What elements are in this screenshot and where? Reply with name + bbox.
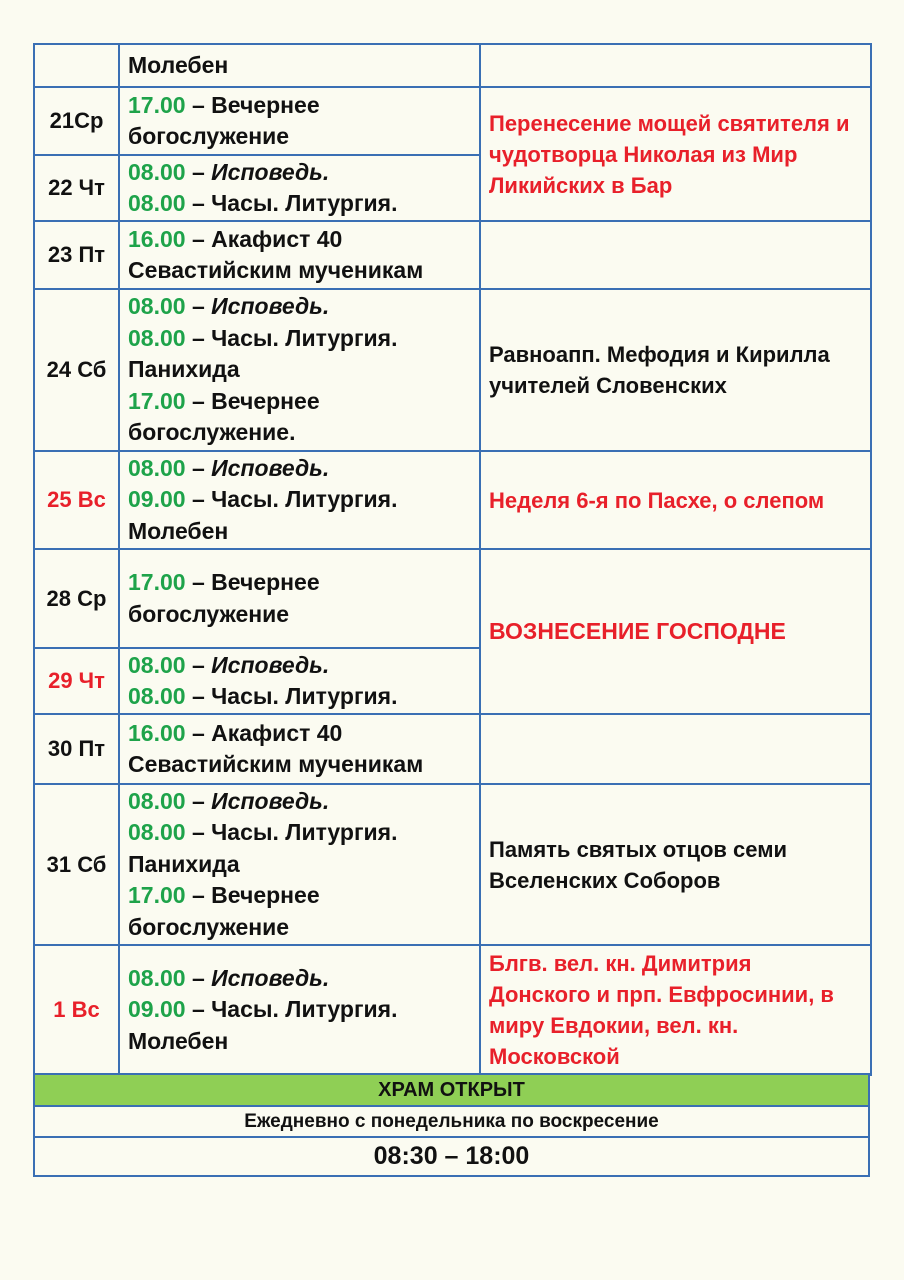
service-line: 16.00 – Акафист 40 (128, 719, 343, 746)
service-line: 08.00 – Исповедь. (128, 293, 330, 320)
day-cell: 1 Вс (34, 945, 119, 1075)
feast-cell (480, 44, 871, 87)
feast-cell: Неделя 6-я по Пасхе, о слепом (480, 451, 871, 549)
feast-cell: Перенесение мощей святителя и чудотворца Николая из Мир Ликийских в Бар (480, 87, 871, 221)
service-line: Молебен (128, 51, 229, 78)
service-line: 08.00 – Исповедь. (128, 651, 330, 678)
service-line: 09.00 – Часы. Литургия. (128, 996, 398, 1023)
service-line: 08.00 – Часы. Литургия. (128, 324, 398, 351)
day-cell: 25 Вс (34, 451, 119, 549)
temple-open-banner (33, 1073, 870, 1107)
services-cell (119, 784, 480, 945)
services-cell (119, 714, 480, 784)
services-cell (119, 155, 480, 221)
feast-cell (480, 221, 871, 289)
schedule-table (33, 43, 872, 1076)
services-cell (119, 945, 480, 1075)
service-line: 08.00 – Исповедь. (128, 787, 330, 814)
services-cell (119, 87, 480, 155)
services-cell (119, 289, 480, 451)
feast-cell (480, 714, 871, 784)
table-row (34, 784, 871, 945)
service-line: Севастийским мученикам (128, 257, 424, 283)
day-cell: 24 Сб (34, 289, 119, 451)
table-row (34, 714, 871, 784)
day-cell: 23 Пт (34, 221, 119, 289)
day-cell: 31 Сб (34, 784, 119, 945)
table-row (34, 549, 871, 648)
services-cell (119, 549, 480, 648)
table-row (34, 289, 871, 451)
services-cell (119, 221, 480, 289)
open-days-label: Ежедневно с понедельника по воскресение (34, 1106, 869, 1137)
day-cell: 30 Пт (34, 714, 119, 784)
service-line: богослужение. (128, 419, 296, 446)
service-line: 08.00 – Исповедь. (128, 158, 330, 185)
table-row (34, 451, 871, 549)
services-cell (119, 451, 480, 549)
table-row (34, 945, 871, 1075)
service-line: 17.00 – Вечернее (128, 882, 320, 909)
feast-cell: Равноапп. Мефодия и Кирилла учителей Словенских (480, 289, 871, 451)
service-line: богослужение (128, 913, 290, 940)
service-line: Панихида (128, 850, 240, 877)
service-line: Панихида (128, 356, 240, 383)
day-cell: 22 Чт (34, 155, 119, 221)
day-cell: 29 Чт (34, 648, 119, 714)
service-line: Севастийским мученикам (128, 751, 424, 777)
service-line: 08.00 – Исповедь. (128, 454, 330, 481)
day-cell: 21Ср (34, 87, 119, 155)
service-line: 08.00 – Часы. Литургия. (128, 683, 398, 709)
service-line: 08.00 – Часы. Литургия. (128, 819, 398, 846)
service-line: 08.00 – Часы. Литургия. (128, 190, 398, 216)
table-row (34, 87, 871, 155)
temple-open-label: ХРАМ ОТКРЫТ (34, 1074, 869, 1106)
service-line: 17.00 – Вечернее (128, 569, 320, 595)
service-line: богослужение (128, 123, 290, 149)
table-row (34, 221, 871, 289)
open-days-row (33, 1105, 870, 1138)
services-cell (119, 44, 480, 87)
service-line: 08.00 – Исповедь. (128, 964, 330, 991)
service-line: богослужение (128, 600, 290, 627)
open-hours-label: 08:30 – 18:00 (34, 1137, 869, 1176)
services-cell (119, 648, 480, 714)
feast-cell: ВОЗНЕСЕНИЕ ГОСПОДНЕ (480, 549, 871, 714)
day-cell: 28 Ср (34, 549, 119, 648)
service-line: 16.00 – Акафист 40 (128, 225, 343, 252)
service-line: 09.00 – Часы. Литургия. (128, 486, 398, 513)
service-line: 17.00 – Вечернее (128, 387, 320, 414)
feast-cell: Память святых отцов семи Вселенских Соборов (480, 784, 871, 945)
service-line: 17.00 – Вечернее (128, 91, 320, 118)
table-row (34, 44, 871, 87)
service-line: Молебен (128, 1027, 229, 1054)
service-line: Молебен (128, 517, 229, 544)
day-cell (34, 44, 119, 87)
open-hours-row (33, 1136, 870, 1177)
feast-cell: Блгв. вел. кн. Димитрия Донского и прп. Евфросинии, в миру Евдокии, вел. кн. Московской (480, 945, 871, 1075)
